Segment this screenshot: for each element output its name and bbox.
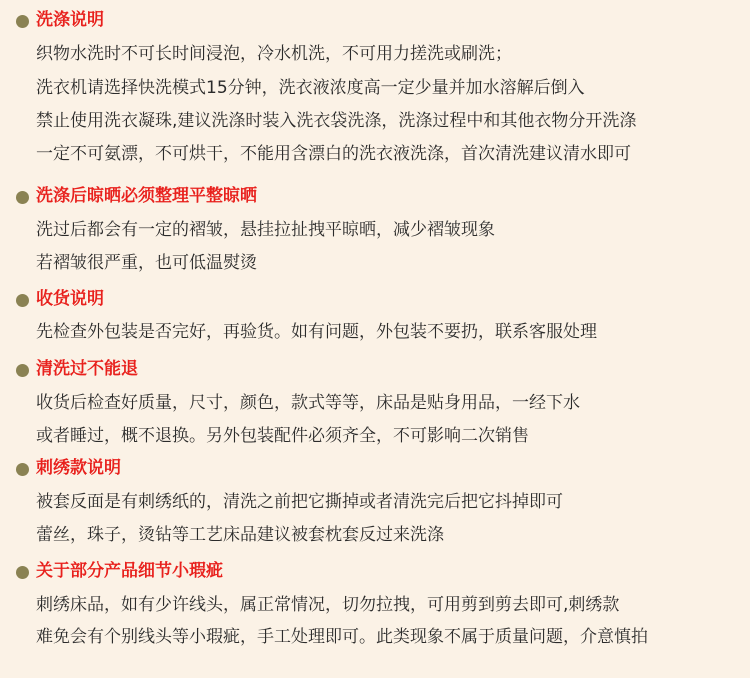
text-line: 若褶皱很严重，也可低温熨烫 bbox=[36, 253, 257, 273]
bullet-dot-icon bbox=[16, 566, 29, 579]
bullet-dot-icon bbox=[16, 15, 29, 28]
section-title: 洗涤后晾晒必须整理平整晾晒 bbox=[36, 186, 257, 206]
section-heading bbox=[0, 357, 750, 381]
section-no-return-after-washing bbox=[0, 357, 750, 446]
text-line: 难免会有个别线头等小瑕疵，手工处理即可。此类现象不属于质量问题，介意慎拍 bbox=[36, 627, 648, 647]
text-line: 织物水洗时不可长时间浸泡，冷水机洗，不可用力搓洗或刷洗； bbox=[36, 44, 512, 64]
text-line: 收货后检查好质量，尺寸，颜色，款式等等，床品是贴身用品，一经下水 bbox=[36, 393, 580, 413]
section-receiving-instructions bbox=[0, 287, 750, 342]
section-heading bbox=[0, 559, 750, 583]
section-title: 刺绣款说明 bbox=[36, 458, 121, 478]
section-heading bbox=[0, 287, 750, 311]
section-heading bbox=[0, 456, 750, 480]
bullet-dot-icon bbox=[16, 463, 29, 476]
section-title: 清洗过不能退 bbox=[36, 359, 138, 379]
section-minor-defects bbox=[0, 559, 750, 647]
text-line: 刺绣床品，如有少许线头，属正常情况，切勿拉拽，可用剪到剪去即可,刺绣款 bbox=[36, 595, 620, 615]
text-line: 禁止使用洗衣凝珠,建议洗涤时装入洗衣袋洗涤，洗涤过程中和其他衣物分开洗涤 bbox=[36, 111, 637, 131]
section-heading bbox=[0, 184, 750, 208]
text-line: 洗衣机请选择快洗模式15分钟，洗衣液浓度高一定少量并加水溶解后倒入 bbox=[36, 78, 585, 98]
bullet-dot-icon bbox=[16, 294, 29, 307]
section-title: 关于部分产品细节小瑕疵 bbox=[36, 561, 223, 581]
text-line: 或者睡过，概不退换。另外包装配件必须齐全，不可影响二次销售 bbox=[36, 426, 529, 446]
section-embroidery-instructions bbox=[0, 456, 750, 545]
section-drying-instructions bbox=[0, 184, 750, 273]
text-line: 蕾丝，珠子，烫钻等工艺床品建议被套枕套反过来洗涤 bbox=[36, 525, 444, 545]
text-line: 一定不可氨漂，不可烘干，不能用含漂白的洗衣液洗涤，首次清洗建议清水即可 bbox=[36, 144, 631, 164]
section-title: 收货说明 bbox=[36, 289, 104, 309]
text-line: 先检查外包装是否完好，再验货。如有问题，外包装不要扔，联系客服处理 bbox=[36, 322, 597, 342]
section-title: 洗涤说明 bbox=[36, 10, 104, 30]
section-heading bbox=[0, 8, 750, 32]
text-line: 洗过后都会有一定的褶皱，悬挂拉扯拽平晾晒，减少褶皱现象 bbox=[36, 220, 495, 240]
text-line: 被套反面是有刺绣纸的，清洗之前把它撕掉或者清洗完后把它抖掉即可 bbox=[36, 492, 563, 512]
bullet-dot-icon bbox=[16, 364, 29, 377]
section-washing-instructions bbox=[0, 8, 750, 164]
bullet-dot-icon bbox=[16, 191, 29, 204]
